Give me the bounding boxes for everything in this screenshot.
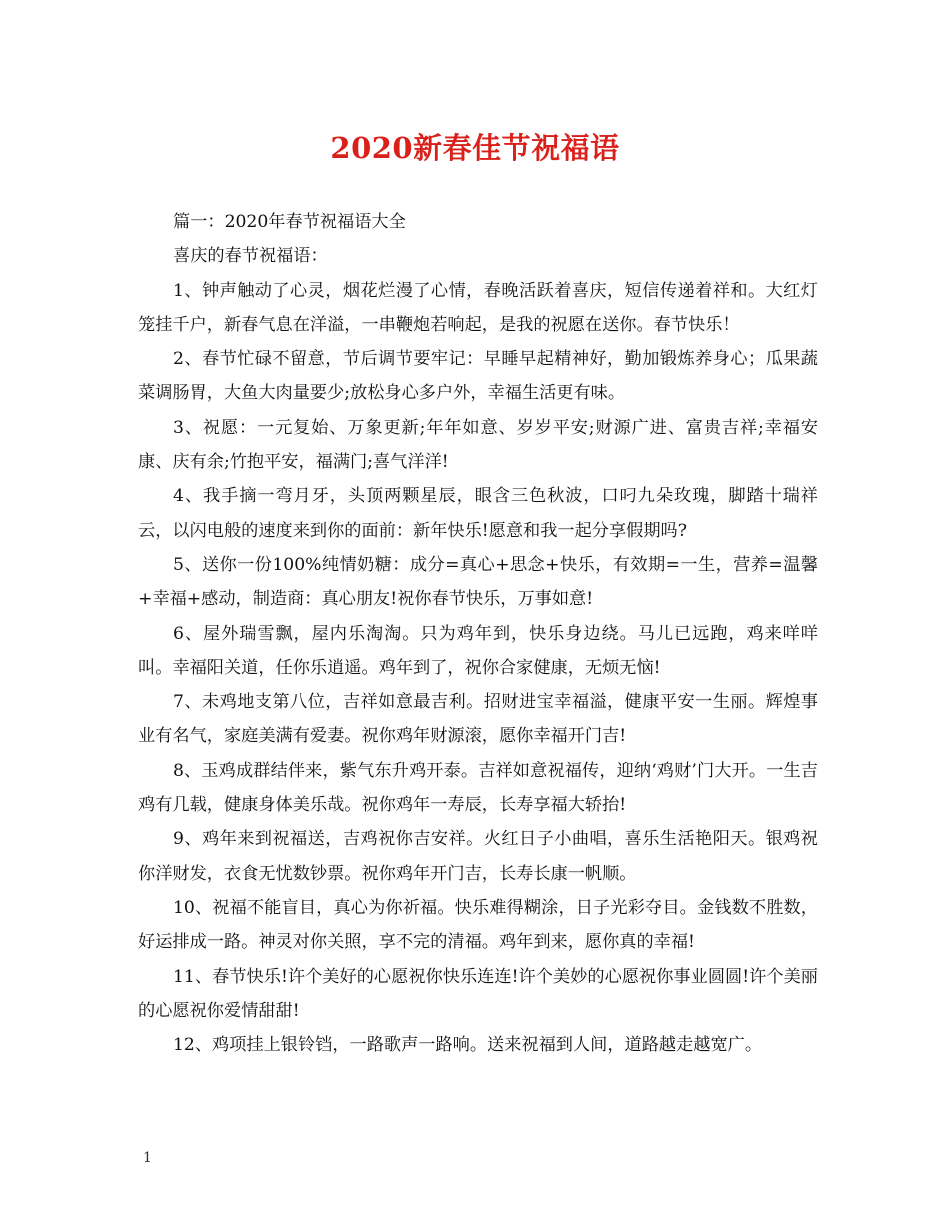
blessing-paragraph: 1、钟声触动了心灵，烟花烂漫了心情，春晚活跃着喜庆，短信传递着祥和。大红灯笼挂千户，新春气息在洋溢，一串鞭炮若响起，是我的祝愿在送你。春节快乐！ (138, 280, 818, 335)
intro-line: 喜庆的春节祝福语： (173, 246, 328, 267)
page-number: 1 (143, 1150, 152, 1166)
blessing-paragraph: 4、我手摘一弯月牙，头顶两颗星辰，眼含三色秋波，口叼九朵玫瑰，脚踏十瑞祥云，以闪电般的速度来到你的面前：新年快乐!愿意和我一起分享假期吗? (138, 486, 818, 541)
blessing-paragraph: 10、祝福不能盲目，真心为你祈福。快乐难得糊涂，日子光彩夺目。金钱数不胜数，好运排成一路。神灵对你关照，享不完的清福。鸡年到来，愿你真的幸福! (138, 897, 818, 953)
document-body (138, 205, 818, 1062)
blessing-paragraph: 8、玉鸡成群结伴来，紫气东升鸡开泰。吉祥如意祝福传，迎纳‘鸡财’门大开。一生吉鸡有几载，健康身体美乐哉。祝你鸡年一寿辰，长寿享福大轿抬! (138, 760, 818, 816)
document-title: 2020新春佳节祝福语 (330, 131, 620, 165)
blessing-paragraph: 5、送你一份100%纯情奶糖：成分=真心+思念+快乐，有效期=一生，营养=温馨+幸福+感动，制造商：真心朋友!祝你春节快乐，万事如意! (138, 554, 818, 610)
blessing-paragraph: 12、鸡项挂上银铃铛，一路歌声一路响。送来祝福到人间，道路越走越宽广。 (173, 1035, 763, 1056)
blessing-paragraph: 3、祝愿：一元复始、万象更新;年年如意、岁岁平安;财源广进、富贵吉祥;幸福安康、庆有余;竹抱平安，福满门;喜气洋洋! (138, 417, 818, 473)
section-heading: 篇一：2020年春节祝福语大全 (173, 212, 406, 232)
blessing-paragraph: 11、春节快乐!许个美好的心愿祝你快乐连连!许个美妙的心愿祝你事业圆圆!许个美丽的心愿祝你爱情甜甜! (138, 966, 818, 1021)
blessing-paragraph: 7、未鸡地支第八位，吉祥如意最吉利。招财进宝幸福溢，健康平安一生丽。辉煌事业有名气，家庭美满有爱妻。祝你鸡年财源滚，愿你幸福开门吉! (138, 692, 818, 747)
blessing-paragraph: 2、春节忙碌不留意，节后调节要牢记：早睡早起精神好，勤加锻炼养身心；瓜果蔬菜调肠胃，大鱼大肉量要少;放松身心多户外，幸福生活更有味。 (138, 349, 818, 404)
blessing-paragraph: 9、鸡年来到祝福送，吉鸡祝你吉安祥。火红日子小曲唱，喜乐生活艳阳天。银鸡祝你洋财发，衣食无忧数钞票。祝你鸡年开门吉，长寿长康一帆顺。 (138, 829, 818, 884)
blessing-paragraph: 6、屋外瑞雪飘，屋内乐淘淘。只为鸡年到，快乐身边绕。马儿已远跑，鸡来咩咩叫。幸福阳关道，任你乐逍遥。鸡年到了，祝你合家健康，无烦无恼! (138, 623, 818, 678)
